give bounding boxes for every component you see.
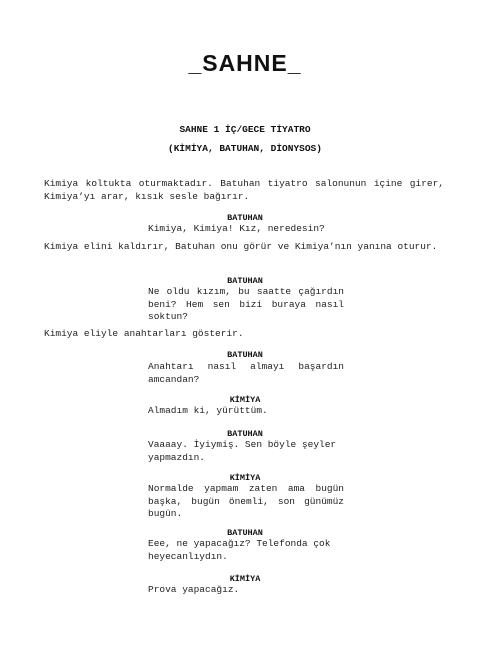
scene-characters: (KİMİYA, BATUHAN, DİONYSOS) [168,143,322,154]
dialogue-line: Prova yapacağız. [148,584,240,595]
action-line: Kimiya elini kaldırır, Batuhan onu görür ve Kimiya’nın yanına oturur. [44,241,438,252]
character-cue: BATUHAN [227,528,263,538]
character-cue: BATUHAN [227,350,263,360]
scene-heading: SAHNE 1 İÇ/GECE TİYATRO [179,124,311,135]
dialogue-line: Anahtarı nasıl almayı başardın amcandan? [148,361,344,385]
action-line: Kimiya koltukta oturmaktadır. Batuhan tiyatro salonunun içine girer, Kimiya’yı arar, kısık sesle bağırır. [44,178,444,202]
character-cue: KİMİYA [229,574,261,584]
action-line: Kimiya eliyle anahtarları gösterir. [44,328,244,339]
page-title: _SAHNE_ [188,50,302,76]
dialogue-line: Almadım ki, yürüttüm. [148,405,268,416]
dialogue-line: Ne oldu kızım, bu saatte çağırdın beni? Hem sen bizi buraya nasıl soktun? [148,286,344,322]
dialogue-line: Eee, ne yapacağız? Telefonda çok heyecanlıydın. [148,538,331,562]
dialogue-line: Kimiya, Kimiya! Kız, neredesin? [148,223,325,234]
dialogue-line: Vaaaay. İyiymiş. Sen böyle şeyler yapmazdın. [148,439,337,463]
dialogue-line: Normalde yapmam zaten ama bugün başka, bugün önemli, son günümüz bugün. [148,483,344,519]
character-cue: BATUHAN [227,213,263,223]
character-cue: BATUHAN [227,429,263,439]
character-cue: KİMİYA [229,473,261,483]
character-cue: BATUHAN [227,276,263,286]
character-cue: KİMİYA [229,395,261,405]
